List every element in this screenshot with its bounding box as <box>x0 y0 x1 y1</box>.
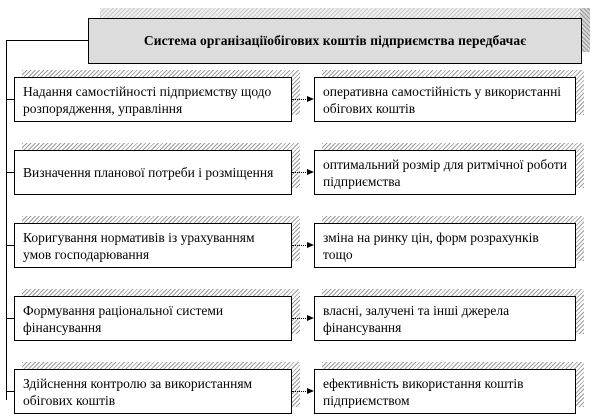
diagram-title: Система організаціїобігових коштів підприємства передбачає <box>88 18 582 64</box>
result-text: зміна на ринку цін, форм розрахунків тощо <box>323 229 539 262</box>
measure-text: Здійснення контролю за використанням обігових коштів <box>23 375 253 408</box>
branch-connector <box>6 245 14 246</box>
measure-text: Коригування нормативів із урахуванням умов господарювання <box>23 229 255 262</box>
arrow-head <box>307 315 314 321</box>
branch-connector <box>6 172 14 173</box>
result-text: оптимальний розмір для ритмічної роботи підприємства <box>323 156 567 189</box>
arrow-head <box>307 96 314 102</box>
title-block <box>88 8 590 62</box>
dotted-connector <box>292 318 308 319</box>
measure-box <box>14 296 292 341</box>
result-box <box>314 296 576 341</box>
result-box <box>314 223 576 268</box>
measure-box <box>14 223 292 268</box>
measure-text: Визначення планової потреби і розміщення <box>23 165 274 180</box>
result-box <box>314 369 576 414</box>
result-text: ефективність використання коштів підприємством <box>323 375 524 408</box>
measure-box <box>14 369 292 414</box>
branch-connector <box>6 318 14 319</box>
measure-box <box>14 77 292 122</box>
branch-connector <box>6 391 14 392</box>
result-text: власні, залучені та інші джерела фінансування <box>323 302 510 335</box>
title-bevel-top <box>100 8 590 18</box>
result-box <box>314 77 576 122</box>
dotted-connector <box>292 172 308 173</box>
result-box <box>314 150 576 195</box>
title-connector <box>6 40 88 41</box>
measure-box <box>14 150 292 195</box>
measure-text: Формування раціональної системи фінансування <box>23 302 224 335</box>
arrow-head <box>307 169 314 175</box>
dotted-connector <box>292 99 308 100</box>
measure-text: Надання самостійності підприємству щодо розпорядження, управління <box>23 83 272 116</box>
dotted-connector <box>292 245 308 246</box>
branch-connector <box>6 99 14 100</box>
arrow-head <box>307 242 314 248</box>
result-text: оперативна самостійність у використанні обігових коштів <box>323 83 562 116</box>
left-spine <box>6 40 7 400</box>
arrow-head <box>307 388 314 394</box>
dotted-connector <box>292 391 308 392</box>
